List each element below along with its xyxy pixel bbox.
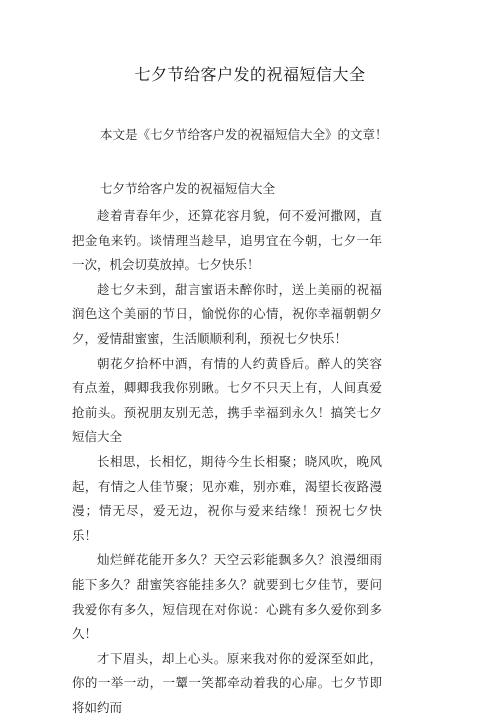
paragraph: 才下眉头，却上心头。原来我对你的爱深至如此，你的一举一动，一颦一笑都牵动着我的心扉。七夕节即将如约而 (72, 650, 382, 715)
paragraph: 趁七夕未到，甜言蜜语未醉你时，送上美丽的祝福润色这个美丽的节日，愉悦你的心情，祝你幸福朝朝夕夕，爱情甜蜜蜜，生活顺顺利利，预祝七夕快乐！ (72, 281, 382, 346)
section-subtitle: 七夕节给客户发的祝福短信大全 (100, 181, 276, 196)
body-text (72, 204, 382, 720)
paragraph: 灿烂鲜花能开多久？天空云彩能飘多久？浪漫细雨能下多久？甜蜜笑容能挂多久？就要到七夕佳节，要问我爱你有多久，短信现在对你说：心跳有多久爱你到多久！ (72, 552, 382, 642)
intro-line: 本文是《七夕节给客户发的祝福短信大全》的文章！ (100, 127, 388, 142)
paragraph: 长相思，长相忆，期待今生长相聚；晓风吹，晚风起，有情之人佳节聚；见亦难，别亦难，渴望长夜路漫漫；情无尽，爱无边，祝你与爱来结缘！预祝七夕快乐！ (72, 453, 382, 543)
document-title: 七夕节给客户发的祝福短信大全 (134, 65, 366, 84)
paragraph: 朝花夕拾杯中酒，有情的人约黄昏后。醉人的笑容有点羞，卿卿我我你别瞅。七夕不只天上有，人间真爱抢前头。预祝朋友别无恙，携手幸福到永久！搞笑七夕短信大全 (72, 355, 382, 445)
paragraph: 趁着青春年少，还算花容月貌，何不爱河撒网，直把金龟来钓。谈情理当趁早，追男宜在今朝，七夕一年一次，机会切莫放掉。七夕快乐！ (72, 208, 382, 273)
